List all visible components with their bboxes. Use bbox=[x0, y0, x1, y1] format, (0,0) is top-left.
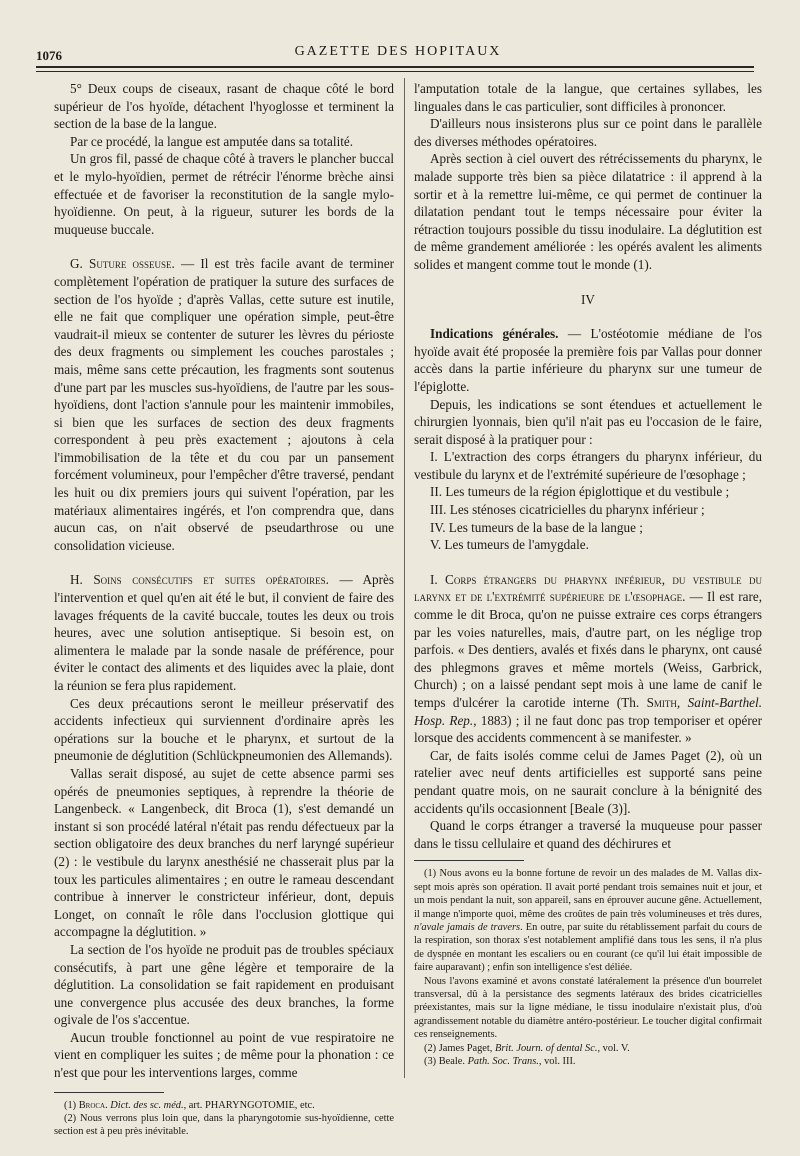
paragraph: Depuis, les indications se sont étendues et actuellement le chirurgien lyonnais, bien qu'il n'ait pas eu l'occasion de le faire, serait disposé à la pratiquer pour : bbox=[414, 396, 762, 447]
section-paragraph: H. Soins consécutifs et suites opératoires. — Après l'intervention et quel qu'en ait été le but, il convient de faire des lavages fréquents de la cavité buccale, toutes les deux ou trois heures, avec une solution antiseptique. Si besoin est, on alimentera le malade par la sonde nasale de préférence, pour éviter le contact des aliments et des liquides avec la plaie, dont la réunion se fera plus rapidement. bbox=[54, 572, 394, 693]
list-item: IV. Les tumeurs de la base de la langue ; bbox=[430, 519, 643, 535]
paragraph: l'amputation totale de la langue, que certaines syllabes, les linguales dans le cas particulier, sont difficiles à prononcer. bbox=[414, 81, 762, 114]
right-footnotes bbox=[414, 867, 762, 1068]
footnote: (2) Nous verrons plus loin que, dans la pharyngotomie sus-hyoïdienne, cette section est à peu près inévitable. bbox=[54, 1113, 394, 1138]
section-paragraph: I. Corps étrangers du pharynx inférieur, du vestibule du larynx et de l'extrémité supérieure de l'œsophage. — Il est rare, comme le dit Broca, qu'on ne puisse extraire ces corps étrangers par les voies naturelles, mais, d'autre part, on les néglige trop parfois. « Des dentiers, avalés et fixés dans le pharynx, ont causé des phlegmons graves et même mortels (Weiss, Garbrick, Church) ; on a laissé pendant sept mois à une lame de canif le temps d'ulcérer la carotide interne (Th. Smith, Saint-Barthel. Hosp. Rep., 1883) ; il ne faut donc pas trop temporiser et opérer lorsque des accidents commencent à se manifester. » bbox=[414, 571, 762, 746]
left-column bbox=[54, 80, 394, 1139]
left-footnotes bbox=[54, 1099, 394, 1139]
section-heading: I. Corps étrangers du pharynx inférieur, du vestibule du larynx et de l'extrémité supérieure de l'œsophage. bbox=[414, 571, 762, 605]
header-rule bbox=[36, 66, 754, 68]
journal-title: GAZETTE DES HOPITAUX bbox=[294, 44, 502, 59]
page-header bbox=[36, 44, 760, 64]
footnote: (3) Beale. Path. Soc. Trans., vol. III. bbox=[424, 1056, 576, 1068]
section-heading: H. Soins consécutifs et suites opératoires. bbox=[70, 572, 329, 588]
section-paragraph: G. Suture osseuse. — Il est très facile avant de terminer complètement l'opération de pratiquer la suture des surfaces de section de l'os hyoïde ; d'après Vallas, cette suture est inutile, elle ne fait que compliquer une opération simple, peut-être vaudrait-il mieux se contenter de suturer les lèvres du périoste des deux fragments ou simplement les couches parostales ; mais, même sans cette précaution, les fragments sont soutenus d'une part par les muscles sus-hyoïdiens, de l'autre par les sous-hyoïdiens, dont l'action s'annule pour les maintenir immobiles, si bien que les surfaces de section des deux fragments correspondent à peu près exactement ; ajoutons à cela l'immobilisation de la tête et du cou par un pansement forcément volumineux, pour l'empêcher d'être traversé, pendant les huit ou dix premiers jours qui suivent l'opération, par les matériaux alimentaires ingérés, et l'on comprendra que, dans aucun cas, on n'ait observé de pseudarthrose ou une consolidation vicieuse. bbox=[54, 256, 394, 553]
paragraph: Car, de faits isolés comme celui de James Paget (2), où un ratelier avec neuf dents artificielles est supporté sans peine pendant quatre mois, on ne saurait conclure à la bénignité des accidents qu'ils occasionnent [Beale (3)]. bbox=[414, 747, 762, 816]
list-item: I. L'extraction des corps étrangers du pharynx inférieur, du vestibule du larynx et de l'extrémité supérieure de l'œsophage ; bbox=[414, 449, 762, 482]
header-rule-thin bbox=[36, 71, 754, 72]
section-paragraph: Indications générales. — L'ostéotomie médiane de l'os hyoïde avait été proposée la première fois par Vallas pour donner accès dans la partie inférieure du pharynx sur une tumeur de l'épiglotte. bbox=[414, 326, 762, 394]
footnote: (1) Nous avons eu la bonne fortune de revoir un des malades de M. Vallas dix-sept mois après son opération. Il avait porté pendant trois semaines nuit et jour, et un mois pendant la nuit, son appareil, sans en éprouver aucune gêne. Actuellement, il mange n'importe quoi, même des croûtes de pain très volumineuses et très dures, n'avale jamais de travers. En outre, par suite du rétablissement parfait du cours de la respiration, son thorax s'est notablement amplifié dans tous les sens, il n'a plus de dyspnée en montant les escaliers ou en courant (ce qu'il lui était impossible de faire auparavant) ; enfin son intelligence s'est déliée. bbox=[414, 868, 762, 974]
paragraph: Par ce procédé, la langue est amputée dans sa totalité. bbox=[70, 133, 354, 149]
paragraph: Aucun trouble fonctionnel au point de vue respiratoire ne vient en compliquer les suites ; de même pour la phonation : ce n'est que pour les interventions larges, comme bbox=[54, 1029, 394, 1081]
column-divider bbox=[404, 78, 405, 1078]
footnote-rule bbox=[54, 1092, 164, 1093]
list-item: III. Les sténoses cicatricielles du pharynx inférieur ; bbox=[430, 502, 705, 518]
paragraph: Quand le corps étranger a traversé la muqueuse pour passer dans le tissu cellulaire et quand des déchirures et bbox=[414, 818, 762, 851]
footnote: Nous l'avons examiné et avons constaté latéralement la présence d'un bourrelet transversal, dû à la persistance des segments latéraux des brides cicatricielles préexistantes, mais sur la ligne médiane, le tissu inodulaire n'existait plus, d'où agrandissement notable du diamètre antéro-postérieur. Le toucher digital confirmait ces renseignements. bbox=[414, 975, 762, 1041]
list-item: V. Les tumeurs de l'amygdale. bbox=[430, 537, 589, 553]
paragraph: Un gros fil, passé de chaque côté à travers le plancher buccal et le mylo-hyoïdien, permet de rétrécir l'énorme brèche ainsi effectuée et de favoriser la reconstitution de la sangle mylo-hyoïdienne. On peut, à la rigueur, suturer les bords de la muqueuse buccale. bbox=[54, 151, 394, 237]
paragraph: 5° Deux coups de ciseaux, rasant de chaque côté le bord supérieur de l'os hyoïde, détachent l'hyoglosse et terminent la section de la base de la langue. bbox=[54, 81, 394, 132]
footnote: (1) Broca. Dict. des sc. méd., art. PHARYNGOTOMIE, etc. bbox=[64, 1099, 315, 1111]
list-item: II. Les tumeurs de la région épiglottique et du vestibule ; bbox=[430, 484, 730, 500]
paragraph: Vallas serait disposé, au sujet de cette absence parmi ses opérés de pneumonies septiques, à reprendre la théorie de Langenbeck. « Langenbeck, dit Broca (1), s'est demandé un instant si son procédé latéral n'était pas rendu défectueux par la section obligatoire des deux branches du nerf laryngé supérieur (2) : le vestibule du larynx anesthésié ne chasserait plus par la toux les particules alimentaires ; en outre le rameau descendant contribue à innerver le constricteur inférieur, dont, depuis Longet, on connaît le rôle dans l'occlusion glottique qui accompagne la déglutition. » bbox=[54, 765, 394, 940]
paragraph: Après section à ciel ouvert des rétrécissements du pharynx, le malade supporte très bien sa pièce dilatatrice : il apprend à la sortir et à la remettre lui-même, ce qui permet de continuer la dilatation pendant tout le temps nécessaire pour éviter la rétraction toujours possible du tissu inodulaire. La déglutition est de même grandement améliorée : les opérés avalent les aliments solides et mangent comme tout le monde (1). bbox=[414, 151, 762, 272]
right-column bbox=[414, 80, 762, 1068]
footnote-rule bbox=[414, 860, 524, 861]
paragraph: Ces deux précautions seront le meilleur préservatif des accidents infectieux qui surviennent d'ordinaire après les opérations sur la bouche et le pharynx, et surtout de la pneumonie de déglutition (Schlückpneumonien des Allemands). bbox=[54, 695, 394, 764]
page-number: 1076 bbox=[36, 48, 62, 63]
footnote: (2) James Paget, Brit. Journ. of dental Sc., vol. V. bbox=[424, 1042, 630, 1054]
paragraph: La section de l'os hyoïde ne produit pas de troubles spéciaux consécutifs, à part une gêne légère et temporaire de la déglutition. La consolidation se fait rapidement en produisant une convergence plus accusée des deux branches, la forme ogivale de l'os s'accentue. bbox=[54, 941, 394, 1028]
section-heading: Indications générales. bbox=[430, 326, 559, 342]
paragraph: D'ailleurs nous insisterons plus sur ce point dans le parallèle des diverses méthodes opératoires. bbox=[414, 116, 762, 149]
section-heading: G. Suture osseuse. bbox=[70, 256, 175, 272]
section-number: IV bbox=[581, 291, 595, 307]
